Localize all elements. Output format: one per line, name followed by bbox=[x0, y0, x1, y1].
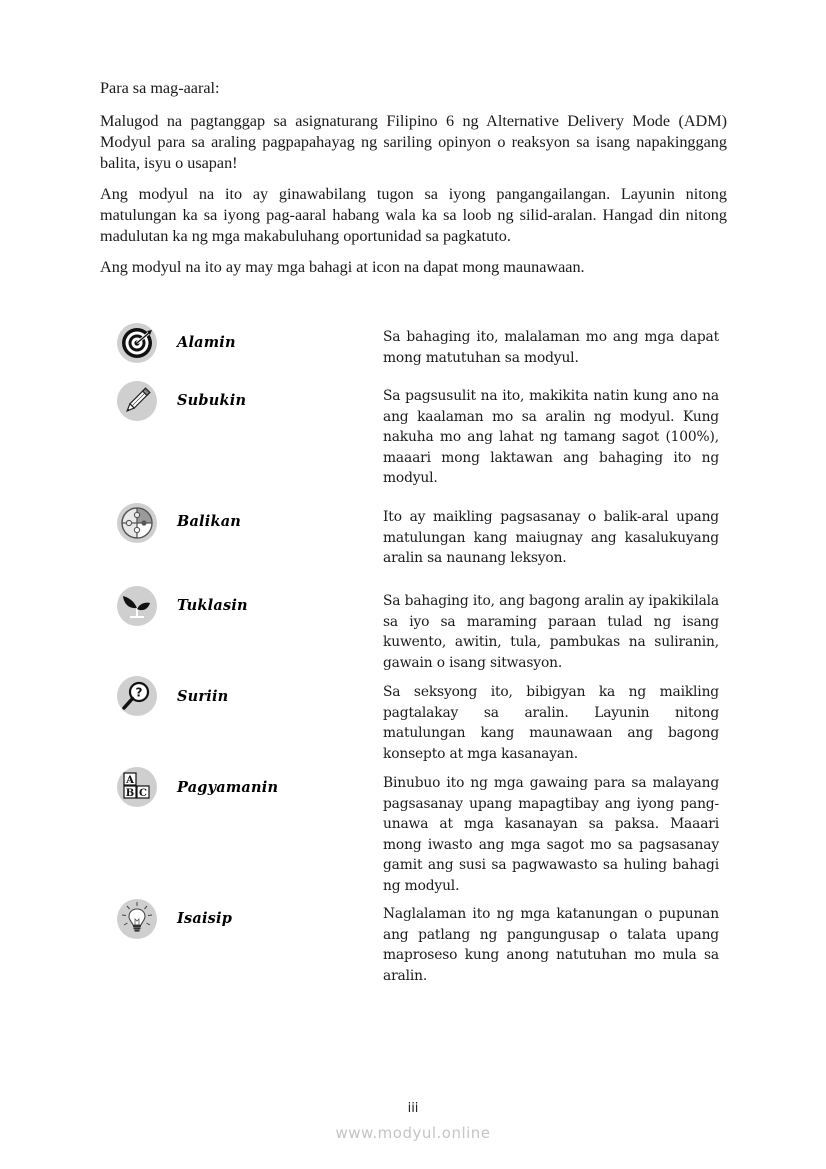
section-name: Alamin bbox=[177, 334, 236, 351]
target-icon bbox=[116, 322, 158, 364]
section-description: Sa bahaging ito, malalaman mo ang mga dapat mong matutuhan sa modyul. bbox=[383, 329, 719, 366]
section-description: Sa seksyong ito, bibigyan ka ng maikling pagtalakay sa aralin. Layunin nitong matulungan kang maunawaan ang bagong konsepto at mga kasanayan. bbox=[383, 684, 719, 762]
section-description: Sa pagsusulit na ito, makikita natin kung ano na ang kaalaman mo sa aralin ng modyul. Kung nakuha mo ang lahat ng tamang sagot (100%), maaari mong laktawan ang bahaging ito ng modyul. bbox=[383, 388, 719, 487]
intro-paragraph-parts: Ang modyul na ito ay may mga bahagi at icon na dapat mong maunawaan. bbox=[100, 258, 585, 276]
block-letter-c: C bbox=[139, 788, 147, 799]
section-description: Naglalaman ito ng mga katanungan o pupunan ang patlang ng pangungusap o talata upang maproseso kung anong natutuhan mo mula sa aralin. bbox=[383, 906, 719, 984]
section-name: Pagyamanin bbox=[177, 779, 279, 796]
seedling-icon bbox=[116, 585, 158, 627]
section-description: Sa bahaging ito, ang bagong aralin ay ipakikilala sa iyo sa maraming paraan tulad ng isang kuwento, awitin, tula, pambukas na suliranin, gawain o isang sitwasyon. bbox=[383, 593, 719, 671]
section-name: Balikan bbox=[177, 513, 242, 530]
page-number: iii bbox=[407, 1101, 419, 1116]
block-letter-a: A bbox=[126, 775, 134, 786]
section-name: Isaisip bbox=[177, 910, 233, 927]
section-description: Ito ay maikling pagsasanay o balik-aral upang matulungan kang maiugnay ang kasalukuyang aralin sa naunang leksyon. bbox=[383, 509, 719, 567]
puzzle-icon bbox=[116, 502, 158, 544]
intro-section bbox=[100, 78, 727, 288]
section-name: Suriin bbox=[177, 688, 229, 705]
pencil-icon bbox=[116, 380, 158, 422]
section-name: Subukin bbox=[177, 392, 247, 409]
lightbulb-icon bbox=[116, 898, 158, 940]
intro-paragraph-welcome: Malugod na pagtanggap sa asignaturang Filipino 6 ng Alternative Delivery Mode (ADM) Modyul para sa araling pagpapahayag ng sariling opinyon o reaksyon sa isang napakinggang balita, isyu o usapan! bbox=[100, 112, 727, 172]
abc-blocks-icon bbox=[116, 766, 158, 808]
section-description: Binubuo ito ng mga gawaing para sa malayang pagsasanay upang mapagtibay ang iyong pang-unawa at mga kasanayan sa paksa. Maaari mong iwasto ang mga sagot mo sa pagsasanay gamit ang susi sa pagwawasto sa huling bahagi ng modyul. bbox=[383, 775, 719, 894]
watermark: www.modyul.online bbox=[335, 1124, 491, 1142]
salutation: Para sa mag-aaral: bbox=[100, 79, 220, 97]
magnifier-question-icon bbox=[116, 675, 158, 717]
section-name: Tuklasin bbox=[177, 597, 248, 614]
question-mark: ? bbox=[135, 685, 143, 700]
intro-paragraph-purpose: Ang modyul na ito ay ginawabilang tugon sa iyong pangangailangan. Layunin nitong matulungan ka sa iyong pag-aaral habang wala ka sa loob ng silid-aralan. Hangad din nitong madulutan ka ng mga makabuluhang oportunidad sa pagkatuto. bbox=[100, 185, 727, 245]
block-letter-b: B bbox=[125, 788, 135, 799]
